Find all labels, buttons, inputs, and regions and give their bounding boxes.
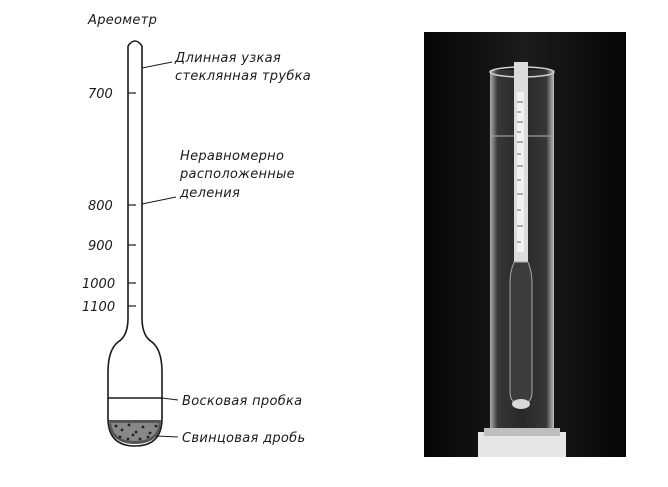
callout-divisions-line1: Неравномерно [180,149,285,164]
callout-divisions-line2: расположенные [180,167,295,182]
bulb-left [108,318,128,418]
leader-lines [142,62,178,437]
bulb-right [142,318,162,418]
scale-label-900: 900 [88,239,113,254]
scale-label-1100: 1100 [82,300,116,315]
scale-label-1000: 1000 [82,277,116,292]
leader-tube [142,62,172,68]
callout-tube-line2: стеклянная трубка [175,69,312,84]
hydrometer-drawing [108,41,162,446]
diagram-title: Ареометр [88,13,158,28]
scale-label-700: 700 [88,87,113,102]
leader-wax [162,398,178,400]
scale-ticks [128,93,136,306]
leader-lead [156,436,178,437]
callout-lead-shot: Свинцовая дробь [182,431,306,446]
stem-top [128,41,142,46]
callout-divisions-line3: деления [180,186,241,201]
leader-divisions [142,197,176,204]
callout-tube-line1: Длинная узкая [175,51,281,66]
scale-label-800: 800 [88,199,113,214]
hydrometer-photo [424,32,626,457]
photo-illustration [424,32,626,457]
callout-wax-plug: Восковая пробка [182,394,303,409]
